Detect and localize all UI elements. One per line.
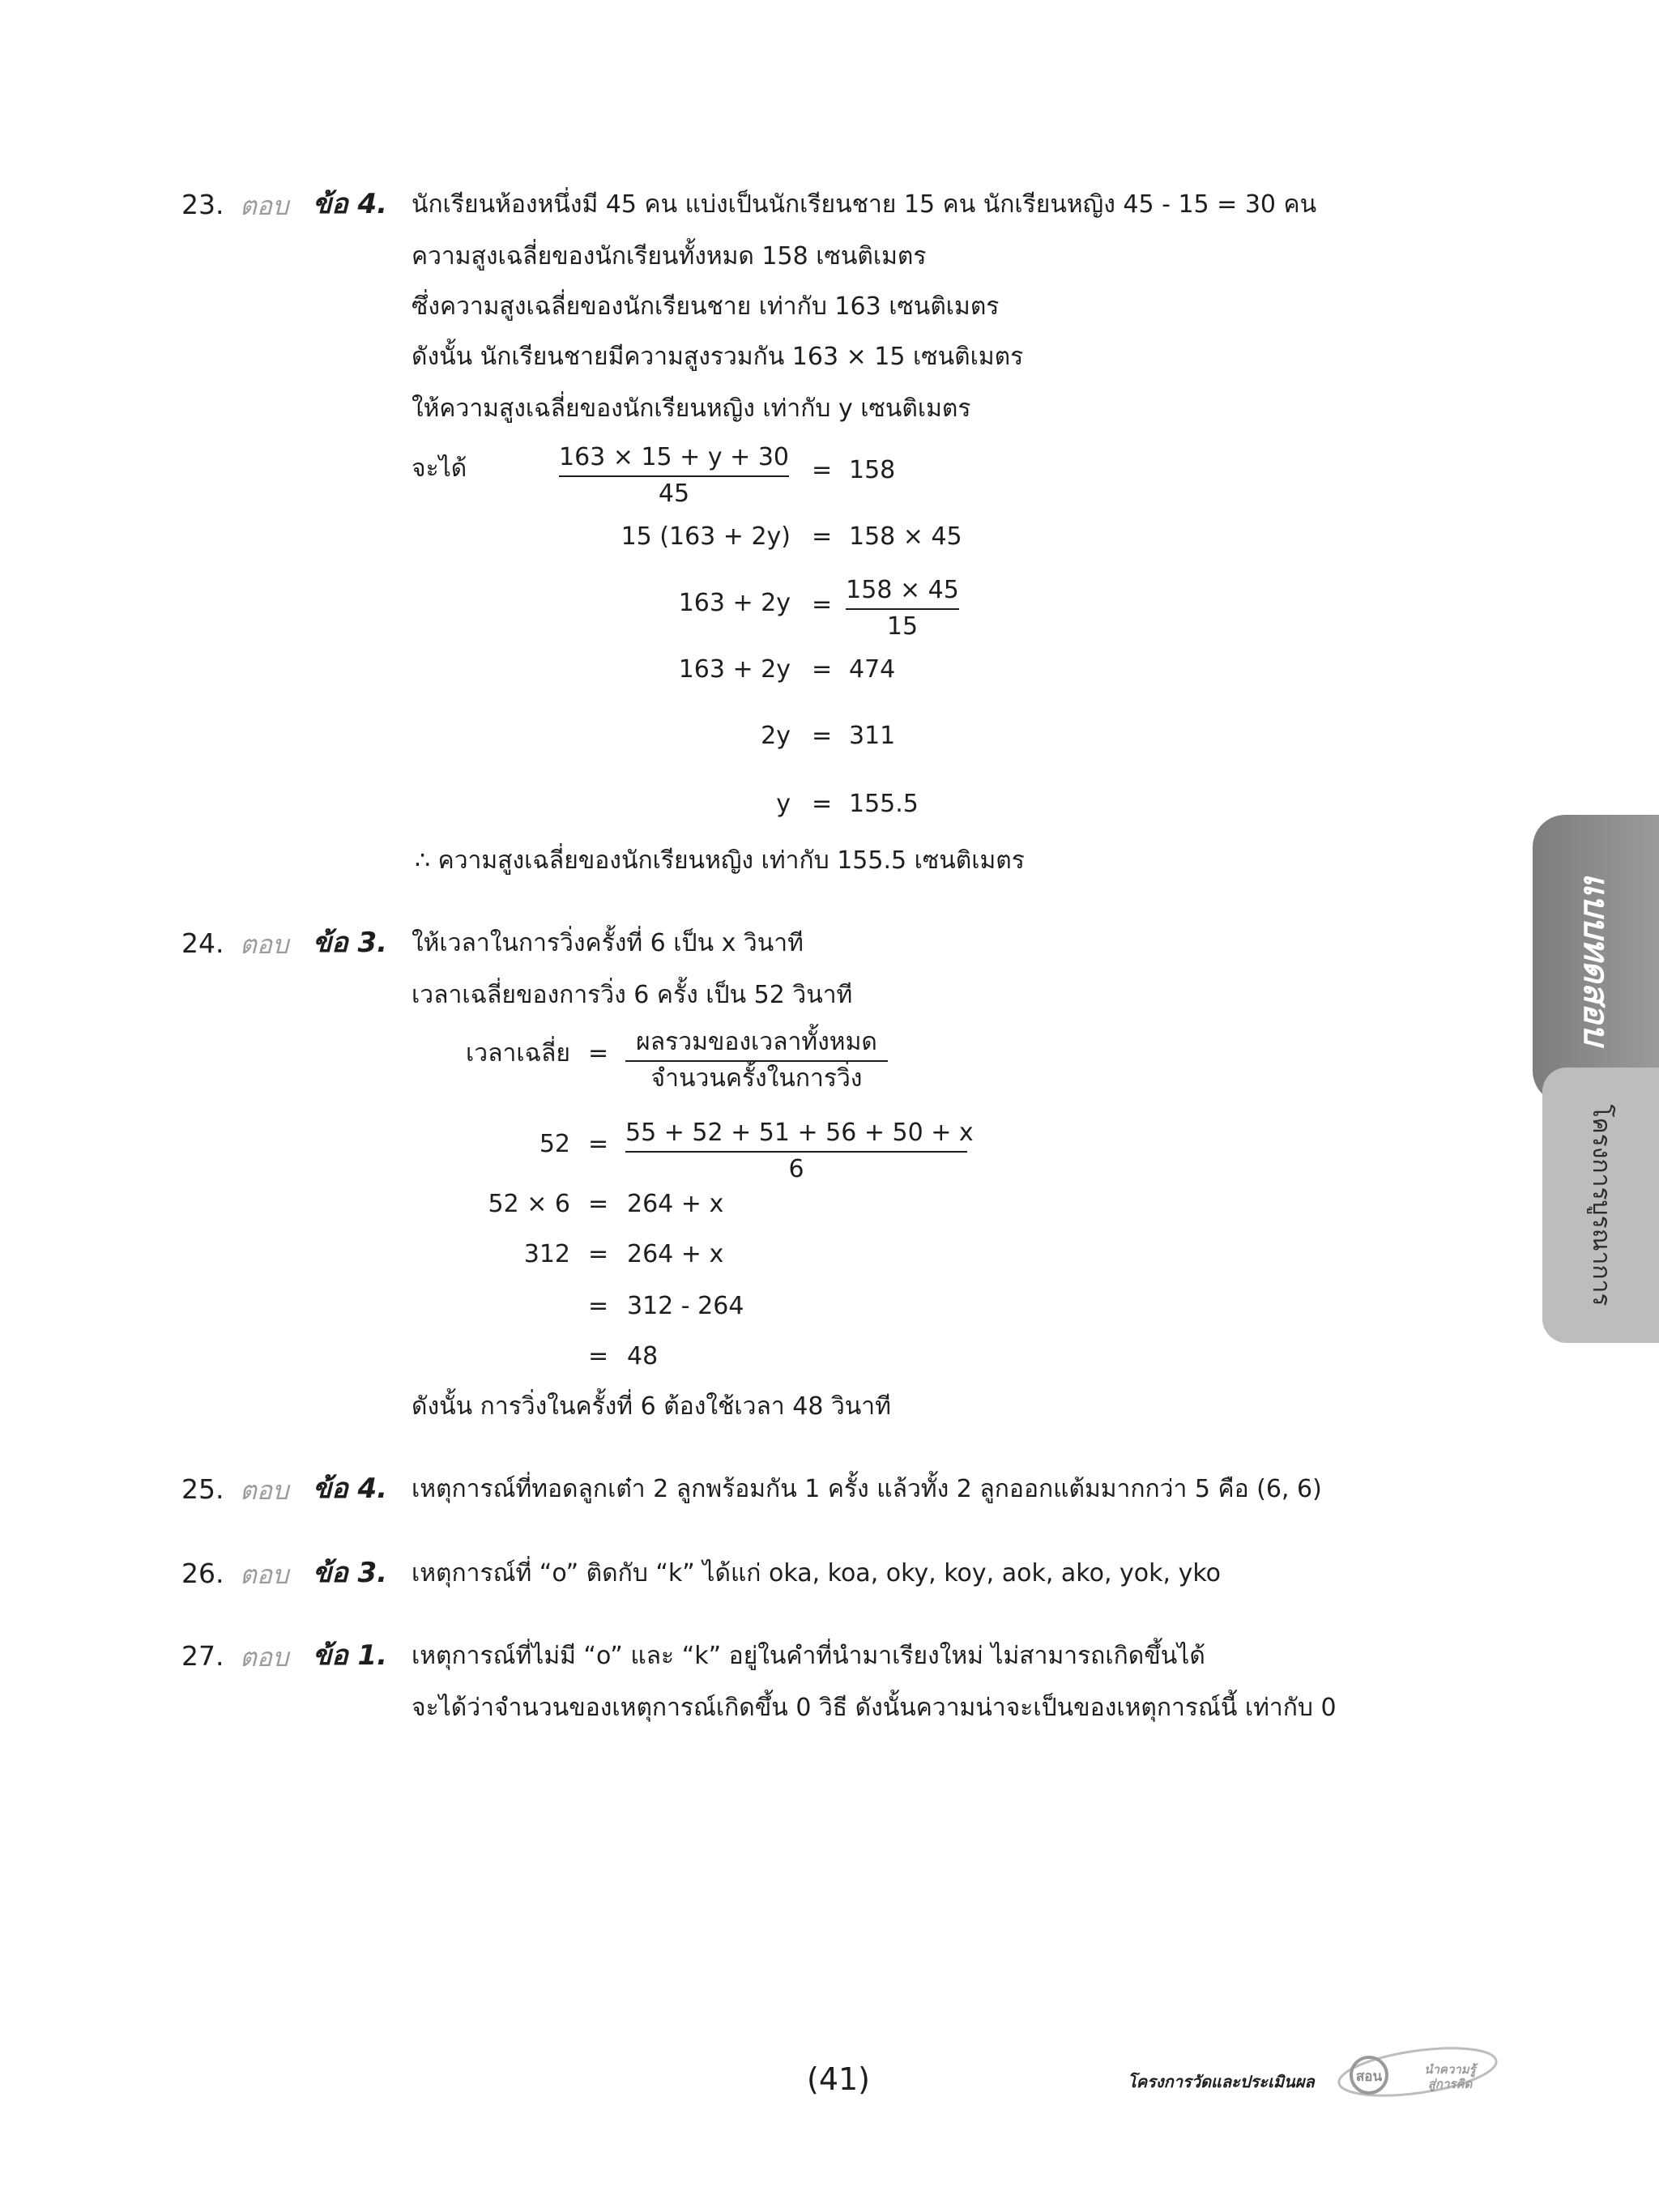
equals-sign: = — [588, 1342, 609, 1370]
expression: 52 × 6 — [488, 1190, 570, 1218]
answer-text: ดังนั้น นักเรียนชายมีความสูงรวมกัน 163 × 15 เซนติเมตร — [412, 343, 1024, 371]
answer-text: เหตุการณ์ที่ทอดลูกเต๋า 2 ลูกพร้อมกัน 1 ครั้ง แล้วทั้ง 2 ลูกออกแต้มมากกว่า 5 คือ (6, 6) — [412, 1475, 1322, 1503]
question-number: 27. — [181, 1640, 224, 1672]
expression: 264 + x — [627, 1190, 724, 1218]
equals-sign: = — [588, 1292, 609, 1320]
answer-text: เหตุการณ์ที่ไม่มี “o” และ “k” อยู่ในคำที่นำมาเรียงใหม่ ไม่สามารถเกิดขึ้นได้ — [412, 1642, 1205, 1670]
equals-sign: = — [588, 1240, 609, 1268]
question-number: 23. — [181, 189, 224, 220]
logo-mark: สอน — [1355, 2069, 1383, 2085]
side-tab-label: โครงการบูรณาการ — [1587, 1104, 1615, 1306]
question-number: 26. — [181, 1558, 224, 1589]
expression: 312 — [523, 1240, 570, 1268]
numerator: 55 + 52 + 51 + 56 + 50 + x — [625, 1121, 967, 1153]
equals-sign: = — [812, 655, 833, 684]
answer-choice: ข้อ 3. — [313, 1557, 388, 1589]
numerator: 158 × 45 — [846, 578, 959, 610]
expression: 158 — [849, 456, 896, 484]
equals-sign: = — [588, 1190, 609, 1218]
equals-sign: = — [812, 456, 833, 484]
answer-text: ให้ความสูงเฉลี่ยของนักเรียนหญิง เท่ากับ y เซนติเมตร — [412, 394, 971, 423]
fraction — [625, 1030, 888, 1091]
answer-keyword: ตอบ — [240, 1559, 289, 1590]
expression: 48 — [627, 1342, 659, 1370]
footer-project-name: โครงการวัดและประเมินผล — [1128, 2072, 1315, 2091]
logo-slogan: นำความรู้ — [1424, 2062, 1476, 2077]
expression: 264 + x — [627, 1240, 724, 1268]
expression: 311 — [849, 722, 896, 750]
publisher-logo-icon — [1328, 2041, 1499, 2098]
answer-choice: ข้อ 4. — [313, 1473, 388, 1505]
question-number: 24. — [181, 927, 224, 959]
answer-text: ให้เวลาในการวิ่งครั้งที่ 6 เป็น x วินาที — [412, 929, 804, 957]
expression: 155.5 — [849, 790, 919, 818]
equals-sign: = — [812, 590, 833, 619]
denominator: จำนวนครั้งในการวิ่ง — [650, 1064, 863, 1093]
conclusion: ∴ ความสูงเฉลี่ยของนักเรียนหญิง เท่ากับ 155.5 เซนติเมตร — [415, 846, 1025, 875]
expression: 474 — [849, 655, 896, 684]
equals-sign: = — [812, 522, 833, 551]
answer-choice: ข้อ 3. — [313, 927, 388, 959]
side-tab-project — [1542, 1068, 1659, 1343]
answer-text: เวลาเฉลี่ยของการวิ่ง 6 ครั้ง เป็น 52 วินาที — [412, 981, 853, 1009]
expression: 163 + 2y — [678, 655, 791, 684]
answer-text: ความสูงเฉลี่ยของนักเรียนทั้งหมด 158 เซนติเมตร — [412, 242, 927, 271]
page-number: (41) — [807, 2061, 871, 2097]
equals-sign: = — [812, 790, 833, 818]
expression: 163 + 2y — [678, 589, 791, 617]
side-tab-test — [1533, 815, 1659, 1103]
denominator: 45 — [658, 479, 690, 508]
equals-sign: = — [588, 1130, 609, 1158]
answer-keyword: ตอบ — [240, 929, 289, 960]
answer-keyword: ตอบ — [240, 1642, 289, 1673]
side-tab-label: แบบทดสอบ — [1576, 872, 1616, 1046]
answer-text: เหตุการณ์ที่ “o” ติดกับ “k” ได้แก่ oka, koa, oky, koy, aok, ako, yok, yko — [412, 1559, 1221, 1588]
answer-text: จะได้ว่าจำนวนของเหตุการณ์เกิดขึ้น 0 วิธี ดังนั้นความน่าจะเป็นของเหตุการณ์นี้ เท่ากับ 0 — [412, 1694, 1337, 1722]
denominator: 15 — [886, 612, 919, 641]
expression: y — [776, 790, 791, 818]
logo-slogan: สู่การคิด — [1427, 2077, 1473, 2091]
numerator: 163 × 15 + y + 30 — [559, 445, 789, 477]
answer-choice: ข้อ 4. — [313, 188, 388, 220]
answer-keyword: ตอบ — [240, 190, 289, 221]
answer-text: ซึ่งความสูงเฉลี่ยของนักเรียนชาย เท่ากับ 163 เซนติเมตร — [412, 292, 1000, 321]
expression: 2y — [761, 722, 791, 750]
question-number: 25. — [181, 1473, 224, 1505]
fraction — [846, 578, 959, 639]
numerator: ผลรวมของเวลาทั้งหมด — [625, 1030, 888, 1062]
answer-choice: ข้อ 1. — [313, 1639, 388, 1672]
answer-text: นักเรียนห้องหนึ่งมี 45 คน แบ่งเป็นนักเรียนชาย 15 คน นักเรียนหญิง 45 - 15 = 30 คน — [412, 190, 1317, 219]
expression: เวลาเฉลี่ย — [466, 1039, 570, 1068]
fraction — [625, 1119, 974, 1183]
answer-keyword: ตอบ — [240, 1475, 289, 1506]
equals-sign: = — [812, 722, 833, 750]
fraction — [559, 445, 789, 506]
expression: 312 - 264 — [627, 1292, 744, 1320]
conclusion: ดังนั้น การวิ่งในครั้งที่ 6 ต้องใช้เวลา 48 วินาที — [412, 1392, 891, 1421]
label-then: จะได้ — [412, 454, 467, 483]
expression: 52 — [539, 1130, 570, 1158]
denominator: 6 — [788, 1155, 804, 1183]
expression: 15 (163 + 2y) — [621, 522, 791, 551]
expression: 158 × 45 — [849, 522, 962, 551]
equals-sign: = — [588, 1039, 609, 1068]
